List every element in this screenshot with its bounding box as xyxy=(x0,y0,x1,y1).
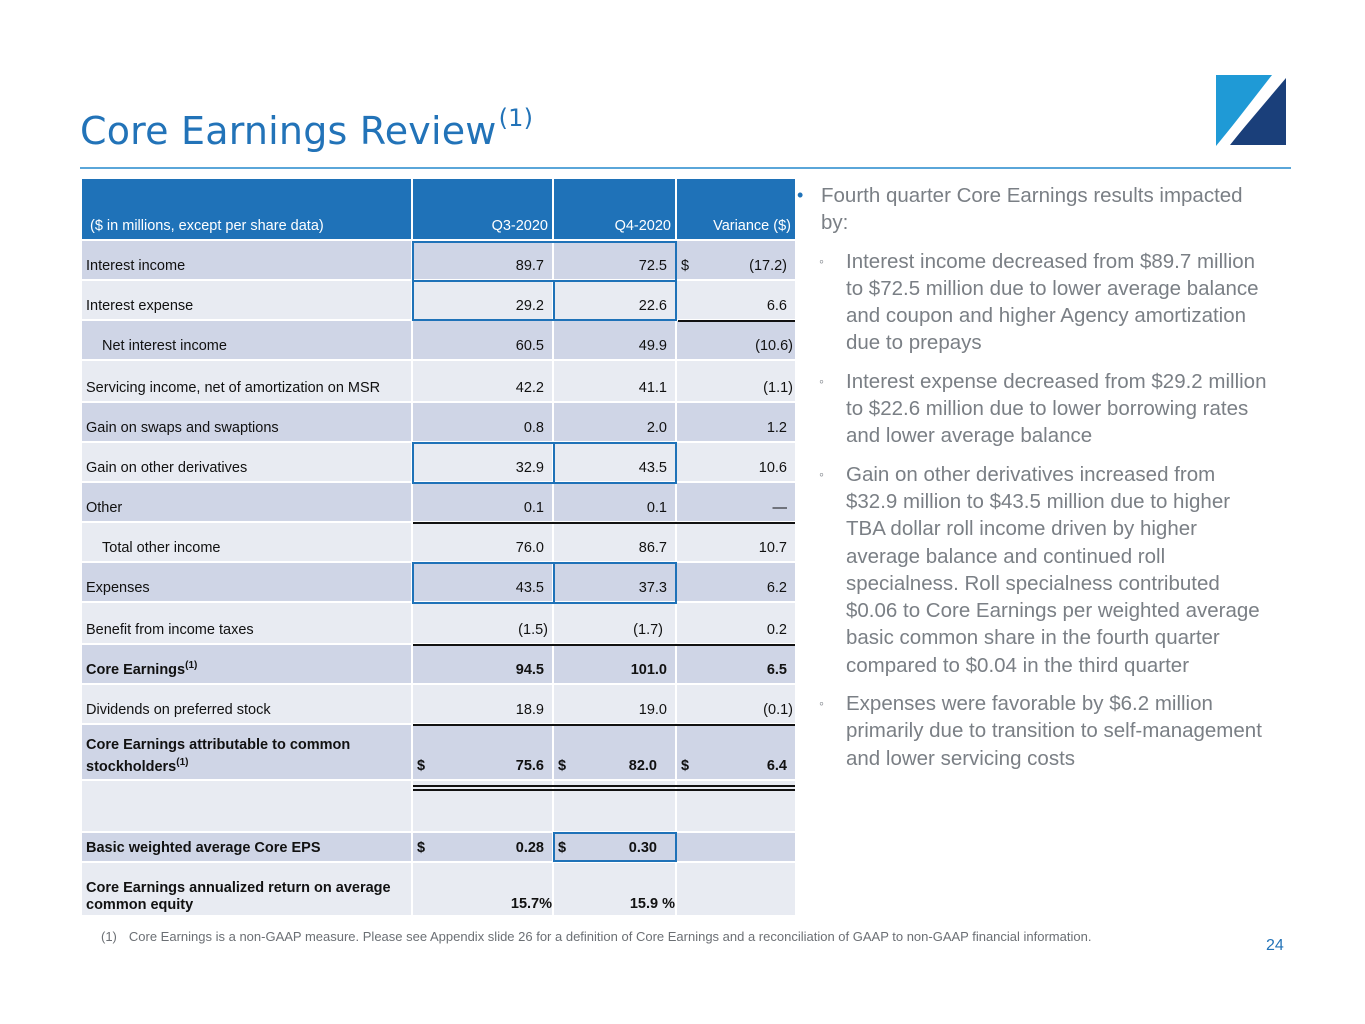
row-q4 xyxy=(554,361,677,403)
row-label xyxy=(82,603,413,645)
row-q4-value: 2.0 xyxy=(646,420,667,436)
table-row xyxy=(82,833,795,863)
row-label xyxy=(82,523,413,563)
row-q4 xyxy=(554,685,677,725)
row-variance xyxy=(677,863,795,917)
row-variance-dollar: $ xyxy=(681,758,690,774)
row-variance xyxy=(677,483,795,523)
page-number: 24 xyxy=(1266,937,1284,954)
row-q4-value: 43.5 xyxy=(638,460,667,476)
row-q4-value: 72.5 xyxy=(638,258,667,274)
row-q3-value: 15.7% xyxy=(510,896,552,912)
row-variance-value: 6.4 xyxy=(766,758,787,774)
subtotal-rule xyxy=(413,724,795,726)
row-label xyxy=(82,725,413,781)
bullet-sub-text: Interest expense decreased from $29.2 million to $22.6 million due to lower borrowing rates and lower average balance xyxy=(846,369,1267,448)
header-cell-variance xyxy=(677,179,795,241)
row-label-text: Gain on swaps and swaptions xyxy=(86,420,279,436)
row-label xyxy=(82,685,413,725)
row-q3-value: 0.1 xyxy=(523,500,544,516)
row-variance xyxy=(677,685,795,725)
double-rule xyxy=(413,785,795,787)
row-variance-value: (0.1) xyxy=(763,702,793,718)
row-q4 xyxy=(554,863,677,917)
row-q4 xyxy=(554,281,677,321)
circle-bullet-icon: ◦ xyxy=(819,695,824,712)
bullet-dot-icon: • xyxy=(797,185,804,205)
row-variance xyxy=(677,523,795,563)
row-label-text: Gain on other derivatives xyxy=(86,460,248,476)
table-row xyxy=(82,241,795,281)
page-title-text: Core Earnings Review xyxy=(80,109,497,153)
table-row xyxy=(82,321,795,361)
row-q4 xyxy=(554,321,677,361)
row-q3 xyxy=(413,321,554,361)
row-q4-value: 86.7 xyxy=(638,540,667,556)
row-label xyxy=(82,563,413,603)
row-q3 xyxy=(413,833,554,863)
row-variance-dollar: $ xyxy=(681,258,690,274)
bullet-main xyxy=(797,182,1267,237)
row-variance-value: — xyxy=(772,500,787,516)
row-q4-value: 0.1 xyxy=(646,500,667,516)
row-q4-dollar: $ xyxy=(558,758,567,774)
table-row xyxy=(82,403,795,443)
row-q3-value: 0.28 xyxy=(515,840,544,856)
row-q3-value: 43.5 xyxy=(515,580,544,596)
row-variance xyxy=(677,725,795,781)
row-q4 xyxy=(554,443,677,483)
commentary-bullets xyxy=(797,182,1267,772)
row-q3-dollar: $ xyxy=(417,840,426,856)
row-label xyxy=(82,403,413,443)
row-q3 xyxy=(413,523,554,563)
row-label-text: Dividends on preferred stock xyxy=(86,702,271,718)
row-variance-value: 0.2 xyxy=(766,622,787,638)
row-label xyxy=(82,281,413,321)
row-variance xyxy=(677,645,795,685)
row-label-text: Net interest income xyxy=(102,338,227,354)
row-q4-value: 82.0 xyxy=(628,758,657,774)
row-variance xyxy=(677,603,795,645)
row-q4 xyxy=(554,563,677,603)
header-cell-q4 xyxy=(554,179,677,241)
row-q4 xyxy=(554,645,677,685)
table-row xyxy=(82,281,795,321)
row-q3-value: 29.2 xyxy=(515,298,544,314)
row-q3-value: 94.5 xyxy=(515,662,544,678)
row-q4-value: 41.1 xyxy=(638,380,667,396)
table-row xyxy=(82,563,795,603)
header-q4-text: Q4-2020 xyxy=(614,218,671,234)
row-label-text: Expenses xyxy=(86,580,150,596)
row-label xyxy=(82,833,413,863)
row-q3 xyxy=(413,645,554,685)
row-q3 xyxy=(413,863,554,917)
row-q3 xyxy=(413,241,554,281)
table-row xyxy=(82,443,795,483)
row-q4 xyxy=(554,523,677,563)
title-divider xyxy=(80,167,1291,169)
row-variance-value: 6.6 xyxy=(766,298,787,314)
company-logo xyxy=(1216,75,1286,149)
row-variance xyxy=(677,443,795,483)
row-variance-value: (1.1) xyxy=(763,380,793,396)
row-q3-value: 18.9 xyxy=(515,702,544,718)
row-q4-value: 101.0 xyxy=(630,662,667,678)
row-q3 xyxy=(413,685,554,725)
row-label-line2: common equity xyxy=(86,897,194,913)
row-q3 xyxy=(413,403,554,443)
table-row xyxy=(82,645,795,685)
page-title-footnote-ref: (1) xyxy=(498,104,534,132)
header-cell-q3 xyxy=(413,179,554,241)
header-q3-text: Q3-2020 xyxy=(491,218,548,234)
row-q4 xyxy=(554,241,677,281)
subtotal-rule xyxy=(678,320,795,322)
page-title xyxy=(80,104,533,153)
header-label-text: ($ in millions, except per share data) xyxy=(90,218,324,234)
row-variance xyxy=(677,281,795,321)
row-q3-value: 32.9 xyxy=(515,460,544,476)
subtotal-rule xyxy=(413,644,795,646)
row-label-footnote-ref: (1) xyxy=(185,660,198,672)
row-label xyxy=(82,645,413,685)
row-label-text: Servicing income, net of amortization on MSR xyxy=(86,380,381,396)
bullet-sub xyxy=(797,368,1267,450)
row-q4-dollar: $ xyxy=(558,840,567,856)
row-q3-value: 42.2 xyxy=(515,380,544,396)
row-q3-value: (1.5) xyxy=(518,622,548,638)
row-variance-value: (10.6) xyxy=(755,338,793,354)
header-cell-label xyxy=(82,179,413,241)
row-q3 xyxy=(413,361,554,403)
row-q3 xyxy=(413,281,554,321)
row-q3-value: 0.8 xyxy=(523,420,544,436)
row-q3 xyxy=(413,483,554,523)
row-label xyxy=(82,483,413,523)
footnote-text: Core Earnings is a non-GAAP measure. Please see Appendix slide 26 for a definition of Core Earnings and a reconciliation of GAAP to non-GAAP financial information. xyxy=(128,929,1092,944)
bullet-sub xyxy=(797,461,1267,679)
table-row xyxy=(82,523,795,563)
row-variance xyxy=(677,361,795,403)
row-label-footnote-ref: (1) xyxy=(176,757,189,769)
row-label xyxy=(82,361,413,403)
row-variance-value: 6.5 xyxy=(766,662,787,678)
footnote xyxy=(101,929,1091,944)
row-q3-dollar: $ xyxy=(417,758,426,774)
row-q3-value: 60.5 xyxy=(515,338,544,354)
row-q4-value: 37.3 xyxy=(638,580,667,596)
table-row xyxy=(82,725,795,781)
table-row xyxy=(82,361,795,403)
circle-bullet-icon: ◦ xyxy=(819,372,824,389)
table-header-row xyxy=(82,179,795,241)
table-row xyxy=(82,483,795,523)
row-variance-value: (17.2) xyxy=(749,258,787,274)
row-q4 xyxy=(554,833,677,863)
footnote-number: (1) xyxy=(101,929,117,944)
row-q3-value: 76.0 xyxy=(515,540,544,556)
row-variance xyxy=(677,563,795,603)
row-variance xyxy=(677,241,795,281)
row-q4 xyxy=(554,603,677,645)
row-label xyxy=(82,863,413,917)
row-label-text: Other xyxy=(86,500,123,516)
subtotal-rule xyxy=(413,522,795,524)
row-label-line2: stockholders xyxy=(86,759,177,775)
row-q4 xyxy=(554,403,677,443)
row-q4-value: 15.9 % xyxy=(629,896,675,912)
circle-bullet-icon: ◦ xyxy=(819,465,824,482)
row-q4 xyxy=(554,483,677,523)
row-q4 xyxy=(554,725,677,781)
row-q4-value: 22.6 xyxy=(638,298,667,314)
row-variance xyxy=(677,321,795,361)
row-q4-value: 19.0 xyxy=(638,702,667,718)
header-variance-text: Variance ($) xyxy=(713,218,791,234)
row-label-text: Basic weighted average Core EPS xyxy=(86,840,321,856)
row-q3 xyxy=(413,725,554,781)
row-label-text: Interest expense xyxy=(86,298,194,314)
row-q3 xyxy=(413,603,554,645)
table-row xyxy=(82,863,795,917)
row-label-line1: Core Earnings attributable to common xyxy=(86,737,351,754)
row-variance-value: 1.2 xyxy=(766,420,787,436)
row-q3-value: 89.7 xyxy=(515,258,544,274)
row-q4-value: 0.30 xyxy=(628,840,657,856)
row-q4-value: 49.9 xyxy=(638,338,667,354)
row-label xyxy=(82,321,413,361)
row-q3-value: 75.6 xyxy=(515,758,544,774)
bullet-sub-text: Gain on other derivatives increased from $32.9 million to $43.5 million due to higher TBA dollar roll income driven by higher average balance and continued roll specialness. Roll specialness contributed $0.06 to Core Earnings per weighted average basic common share in the fourth quarter compared to $0.04 in the third quarter xyxy=(846,462,1260,677)
bullet-main-text: Fourth quarter Core Earnings results impacted by: xyxy=(821,184,1243,235)
row-label-text: Total other income xyxy=(102,540,221,556)
row-label xyxy=(82,443,413,483)
row-label-text: Interest income xyxy=(86,258,186,274)
spacer-cell xyxy=(82,781,413,833)
bullet-sub xyxy=(797,690,1267,772)
circle-bullet-icon: ◦ xyxy=(819,252,824,269)
row-variance-value: 6.2 xyxy=(766,580,787,596)
row-label-text: Core Earnings xyxy=(86,662,186,678)
bullet-sub-text: Interest income decreased from $89.7 million to $72.5 million due to lower average balance and coupon and higher Agency amortization due to prepays xyxy=(846,249,1259,355)
row-label-text: Benefit from income taxes xyxy=(86,622,254,638)
table-row xyxy=(82,685,795,725)
row-variance xyxy=(677,403,795,443)
row-variance-value: 10.6 xyxy=(758,460,787,476)
row-q3 xyxy=(413,443,554,483)
row-variance xyxy=(677,833,795,863)
double-rule xyxy=(413,789,795,791)
row-label-line1: Core Earnings annualized return on average xyxy=(86,880,391,896)
bullet-sub-text: Expenses were favorable by $6.2 million primarily due to transition to self-management and lower servicing costs xyxy=(846,692,1262,770)
table-row xyxy=(82,603,795,645)
row-label xyxy=(82,241,413,281)
bullet-sub xyxy=(797,248,1267,357)
row-variance-value: 10.7 xyxy=(758,540,787,556)
row-q4-value: (1.7) xyxy=(633,622,663,638)
row-q3 xyxy=(413,563,554,603)
